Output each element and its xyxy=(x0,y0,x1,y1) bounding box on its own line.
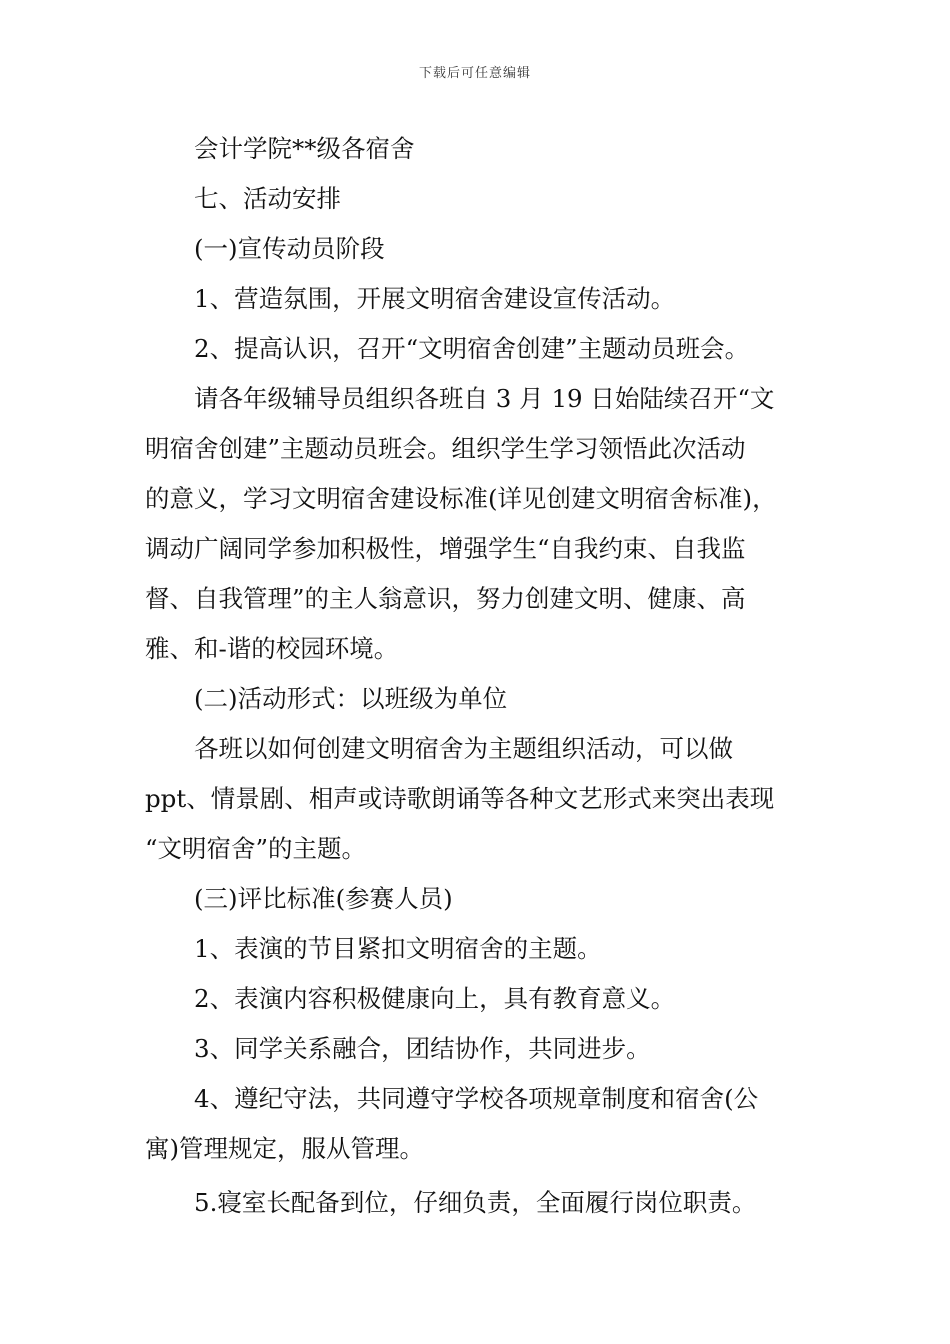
document-body xyxy=(145,124,810,1228)
list-item: 1、表演的节目紧扣文明宿舍的主题。 xyxy=(194,934,602,963)
page-header: 下载后可任意编辑 xyxy=(418,66,531,81)
list-item: 2、表演内容积极健康向上，具有教育意义。 xyxy=(194,984,676,1013)
list-item: 4、遵纪守法，共同遵守学校各项规章制度和宿舍(公 xyxy=(194,1084,759,1113)
list-item-continuation: 寓)管理规定，服从管理。 xyxy=(145,1134,425,1163)
list-item: 3、同学关系融合，团结协作，共同进步。 xyxy=(194,1034,651,1063)
paragraph-line: 明宿舍创建”主题动员班会。组织学生学习领悟此次活动 xyxy=(145,434,746,463)
section-heading: 七、活动安排 xyxy=(194,184,341,213)
list-item: 1、营造氛围，开展文明宿舍建设宣传活动。 xyxy=(194,284,676,313)
paragraph-line: “文明宿舍”的主题。 xyxy=(145,834,367,863)
list-item: 5.寝室长配备到位，仔细负责，全面履行岗位职责。 xyxy=(194,1188,757,1217)
list-item: 2、提高认识，召开“文明宿舍创建”主题动员班会。 xyxy=(194,334,750,363)
paragraph-line: 雅、和-谐的校园环境。 xyxy=(145,634,399,663)
paragraph-line: 调动广阔同学参加积极性，增强学生“自我约束、自我监 xyxy=(145,534,746,563)
paragraph-line: 请各年级辅导员组织各班自 3 月 19 日始陆续召开“文 xyxy=(194,384,775,413)
subsection-heading: (一)宣传动员阶段 xyxy=(194,234,385,263)
paragraph-line: 各班以如何创建文明宿舍为主题组织活动，可以做 xyxy=(194,734,733,763)
subsection-heading: (二)活动形式：以班级为单位 xyxy=(194,684,508,713)
paragraph-line: 的意义，学习文明宿舍建设标准(详见创建文明宿舍标准)， xyxy=(145,484,777,513)
paragraph-line: 督、自我管理”的主人翁意识，努力创建文明、健康、高 xyxy=(145,584,746,613)
text-line: 会计学院**级各宿舍 xyxy=(194,134,415,163)
paragraph-line: ppt、情景剧、相声或诗歌朗诵等各种文艺形式来突出表现 xyxy=(145,784,775,813)
subsection-heading: (三)评比标准(参赛人员) xyxy=(194,884,453,913)
